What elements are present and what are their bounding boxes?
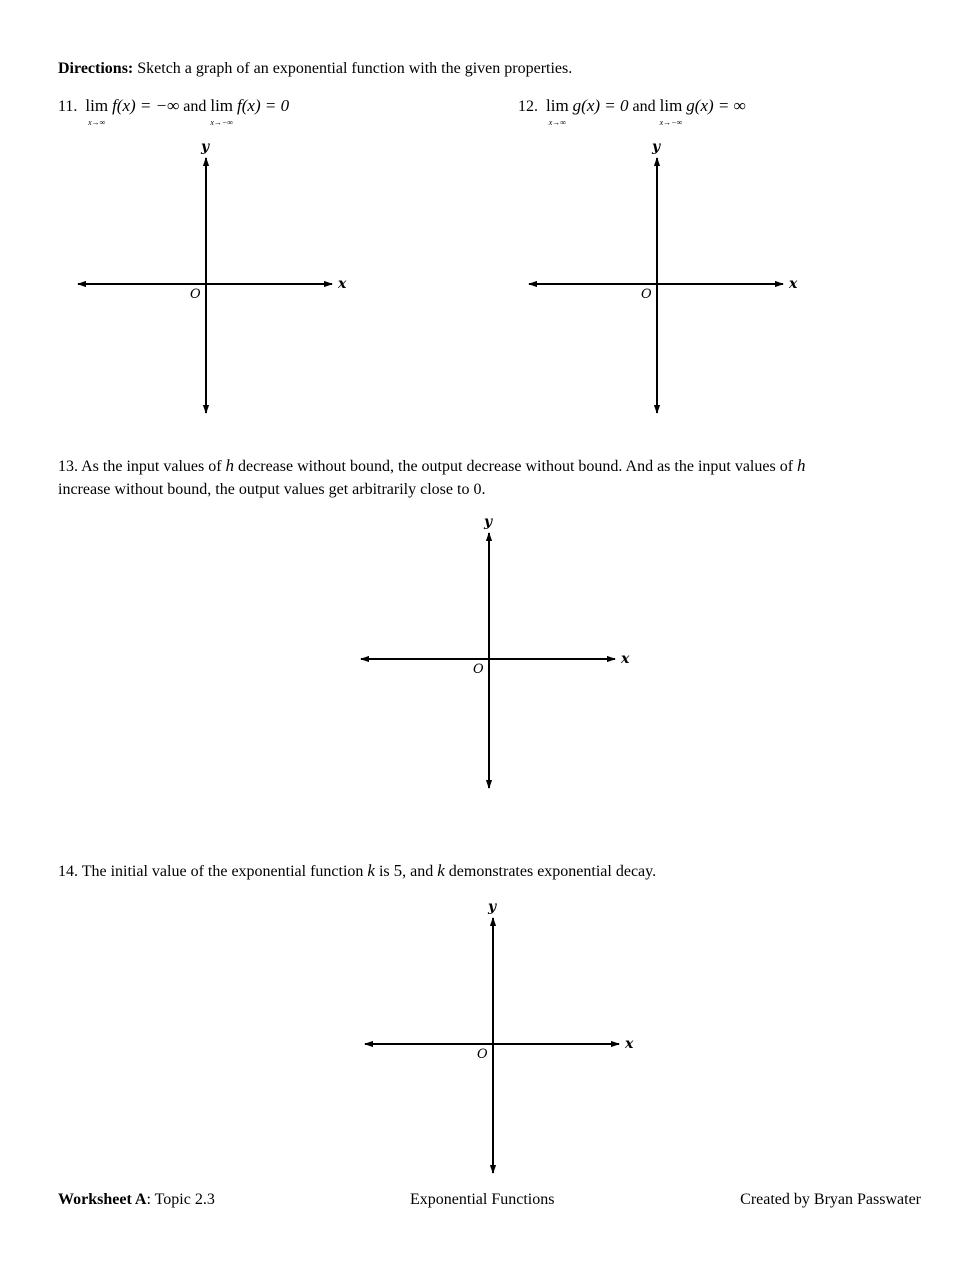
limit-2: [659, 96, 683, 127]
initial-value: 5: [393, 861, 403, 880]
problem-14-number: 14.: [58, 863, 78, 880]
problem-13-text: increase without bound, the output values get arbitrarily close to 0.: [58, 481, 486, 498]
footer-topic: : Topic 2.3: [146, 1191, 215, 1208]
directions-line: [58, 59, 572, 79]
conjunction: and: [632, 98, 656, 115]
problem-14-text: , and: [402, 863, 434, 880]
limit-1-expression: g(x) = 0: [572, 96, 629, 115]
problem-13-line-2: [58, 480, 485, 500]
lim-text: lim: [546, 96, 569, 115]
lim-subscript: x→−∞: [659, 118, 683, 127]
problem-14-statement: [58, 861, 656, 882]
conjunction: and: [183, 98, 207, 115]
problem-12-number: 12.: [518, 98, 538, 115]
y-axis-label: y: [484, 514, 493, 530]
lim-text: lim: [659, 96, 683, 115]
y-axis-label: y: [488, 899, 497, 915]
problem-13-text: decrease without bound, the output decrease without bound. And as the input values of: [238, 458, 794, 475]
axes-problem-14[interactable]: [357, 895, 657, 1185]
lim-subscript: x→∞: [548, 118, 566, 127]
x-axis-label: x: [338, 276, 347, 292]
x-axis-label: x: [621, 651, 630, 667]
origin-label: O: [473, 662, 484, 677]
y-axis-label: y: [652, 139, 661, 155]
footer-worksheet-title: Worksheet A: [58, 1191, 147, 1208]
y-axis-label: y: [201, 139, 210, 155]
problem-14-text: demonstrates exponential decay.: [448, 863, 657, 880]
function-variable: k: [437, 861, 445, 880]
axes-problem-12[interactable]: [521, 135, 821, 425]
directions-text: Sketch a graph of an exponential function with the given properties.: [137, 60, 573, 77]
footer-center: Exponential Functions: [410, 1191, 555, 1208]
problem-14-text: The initial value of the exponential function: [81, 863, 364, 880]
function-variable: h: [797, 456, 806, 475]
problem-14-text: is: [378, 863, 390, 880]
function-variable: h: [225, 456, 235, 475]
x-axis-label: x: [789, 276, 798, 292]
function-variable: k: [367, 861, 375, 880]
problem-11-number: 11.: [58, 98, 78, 115]
lim-subscript: x→−∞: [210, 118, 233, 127]
limit-1-expression: f(x) = −∞: [112, 96, 180, 115]
limit-1: [85, 96, 109, 127]
lim-text: lim: [85, 96, 109, 115]
lim-text: lim: [210, 96, 234, 115]
limit-1: [546, 96, 569, 127]
footer-author: Created by Bryan Passwater: [740, 1191, 921, 1208]
limit-2-expression: g(x) = ∞: [686, 96, 746, 115]
problem-13-line-1: [58, 456, 806, 477]
problem-13-number: 13.: [58, 458, 78, 475]
axes-problem-13[interactable]: [353, 510, 653, 800]
directions-label: Directions:: [58, 60, 134, 77]
origin-label: O: [641, 287, 652, 302]
lim-subscript: x→∞: [88, 118, 106, 127]
axes-problem-11[interactable]: [70, 135, 370, 425]
limit-2: [210, 96, 234, 127]
problem-13-text: As the input values of: [81, 458, 222, 475]
limit-2-expression: f(x) = 0: [237, 96, 290, 115]
x-axis-label: x: [625, 1036, 634, 1052]
footer-worksheet: [58, 1190, 215, 1210]
problem-12-statement: [518, 96, 746, 127]
origin-label: O: [477, 1047, 488, 1062]
problem-11-statement: [58, 96, 290, 127]
origin-label: O: [190, 287, 201, 302]
